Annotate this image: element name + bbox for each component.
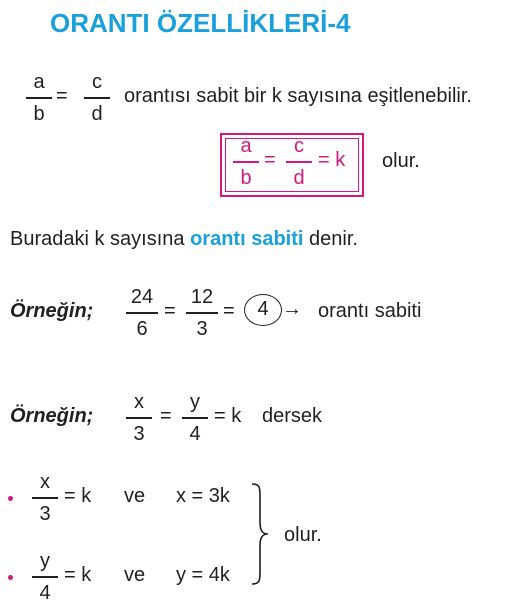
denominator: 6 bbox=[136, 317, 148, 340]
equals-sign: = bbox=[160, 405, 172, 427]
denominator: d bbox=[91, 102, 103, 125]
example-note: dersek bbox=[262, 405, 323, 427]
definition-line bbox=[10, 228, 358, 251]
ve-text: ve bbox=[124, 564, 146, 586]
denominator: 4 bbox=[39, 581, 51, 604]
equals-k: = k bbox=[214, 405, 242, 427]
fraction-bar bbox=[126, 312, 158, 314]
statement-text: orantısı sabit bir k sayısına eşitlenebilir. bbox=[124, 85, 472, 107]
numerator: c bbox=[92, 71, 102, 93]
boxed-fraction-a-over-b bbox=[233, 134, 259, 190]
page-title: ORANTI ÖZELLİKLERİ-4 bbox=[50, 8, 351, 38]
example-label: Örneğin; bbox=[10, 300, 94, 322]
numerator: x bbox=[134, 391, 144, 413]
denominator: 4 bbox=[189, 422, 201, 445]
result-equation: x = 3k bbox=[176, 485, 230, 507]
right-brace-icon bbox=[248, 482, 270, 586]
numerator: c bbox=[294, 135, 304, 157]
fraction-24-over-6 bbox=[126, 285, 158, 341]
denominator: 3 bbox=[133, 422, 145, 445]
fraction-a-over-b bbox=[26, 70, 52, 126]
arrow-icon: → bbox=[282, 298, 302, 320]
olur-text: olur. bbox=[382, 150, 420, 172]
definition-prefix: Buradaki k sayısına bbox=[10, 228, 185, 250]
circled-value: 4 bbox=[244, 294, 282, 326]
example-label: Örneğin; bbox=[10, 405, 94, 427]
equals-k: = k bbox=[64, 564, 92, 586]
numerator: a bbox=[33, 71, 45, 93]
fraction-bar bbox=[182, 417, 208, 419]
fraction-bar bbox=[233, 161, 259, 163]
fraction-bar bbox=[186, 312, 218, 314]
bullet-dot bbox=[8, 496, 13, 501]
fraction-bar bbox=[126, 417, 152, 419]
definition-highlight: orantı sabiti bbox=[190, 228, 304, 250]
equals-k: = k bbox=[64, 485, 92, 507]
denominator: b bbox=[33, 102, 45, 125]
numerator: 24 bbox=[130, 286, 154, 308]
example-note: orantı sabiti bbox=[318, 300, 422, 322]
fraction-bar bbox=[32, 497, 58, 499]
fraction-bar bbox=[84, 97, 110, 99]
equals-sign: = bbox=[164, 300, 176, 322]
denominator: 3 bbox=[196, 317, 208, 340]
definition-suffix: denir. bbox=[309, 228, 358, 250]
numerator: y bbox=[40, 550, 50, 572]
numerator: 12 bbox=[190, 286, 214, 308]
equals-sign: = bbox=[56, 85, 68, 107]
denominator: b bbox=[240, 166, 252, 189]
numerator: y bbox=[190, 391, 200, 413]
fraction-y-over-4 bbox=[32, 549, 58, 605]
fraction-bar bbox=[286, 161, 312, 163]
equals-sign: = bbox=[264, 149, 276, 171]
denominator: 3 bbox=[39, 502, 51, 525]
result-equation: y = 4k bbox=[176, 564, 230, 586]
fraction-bar bbox=[32, 576, 58, 578]
numerator: x bbox=[40, 471, 50, 493]
numerator: a bbox=[240, 135, 252, 157]
conclusion-text: olur. bbox=[284, 524, 322, 546]
equals-k: = k bbox=[318, 149, 346, 171]
fraction-x-over-3 bbox=[126, 390, 152, 446]
fraction-12-over-3 bbox=[186, 285, 218, 341]
denominator: d bbox=[293, 166, 305, 189]
fraction-c-over-d bbox=[84, 70, 110, 126]
ve-text: ve bbox=[124, 485, 146, 507]
fraction-y-over-4 bbox=[182, 390, 208, 446]
bullet-dot bbox=[8, 575, 13, 580]
fraction-bar bbox=[26, 97, 52, 99]
boxed-fraction-c-over-d bbox=[286, 134, 312, 190]
equals-sign: = bbox=[223, 300, 235, 322]
fraction-x-over-3 bbox=[32, 470, 58, 526]
